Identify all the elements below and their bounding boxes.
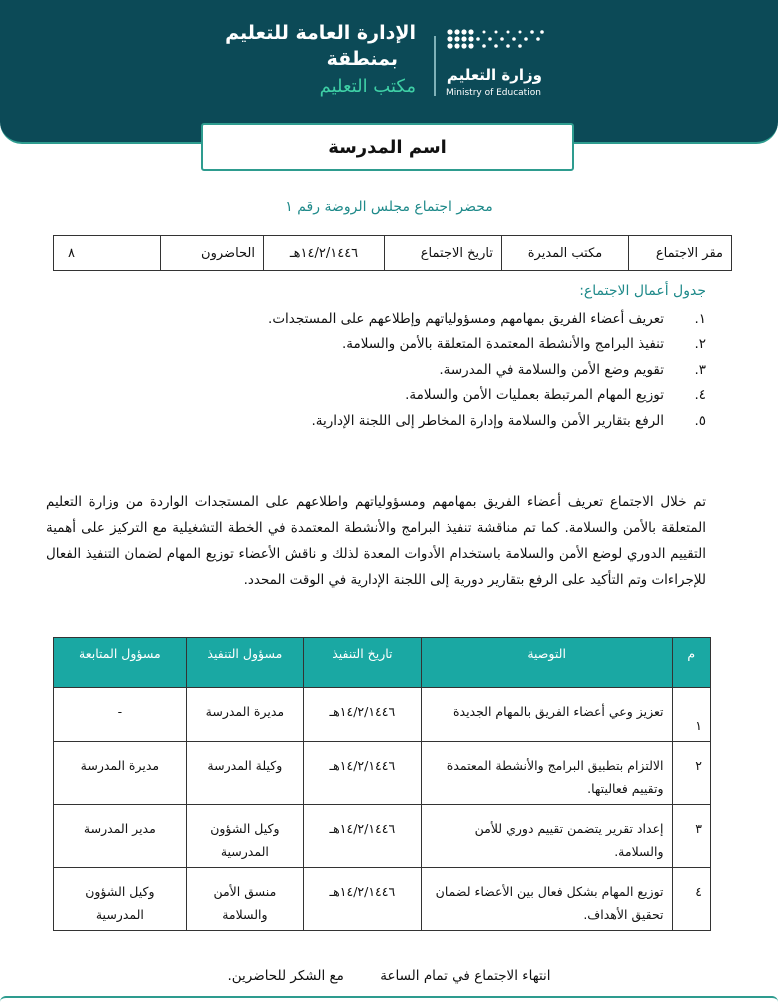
recommendations-header-row: [54, 638, 711, 688]
row-number: ١: [672, 688, 710, 742]
col-header-executor: مسؤول التنفيذ: [186, 638, 303, 688]
attendees-label: الحاضرون: [161, 236, 264, 271]
row-recommendation: توزيع المهام بشكل فعال بين الأعضاء لضمان تحقيق الأهداف.: [421, 868, 672, 931]
footer-border: [0, 996, 778, 1002]
table-row: [54, 805, 711, 868]
row-recommendation: تعزيز وعي أعضاء الفريق بالمهام الجديدة: [421, 688, 672, 742]
location-label: مقر الاجتماع: [629, 236, 732, 271]
row-follow-up: مديرة المدرسة: [54, 742, 187, 805]
col-header-num: م: [672, 638, 710, 688]
agenda-item-number: ٥.: [694, 412, 706, 429]
closing-line: [0, 968, 778, 984]
location-value: مكتب المديرة: [502, 236, 629, 271]
row-follow-up: مدير المدرسة: [54, 805, 187, 868]
col-header-date: تاريخ التنفيذ: [303, 638, 421, 688]
table-row: [54, 688, 711, 742]
agenda-item-number: ٣.: [694, 361, 706, 378]
meeting-title: محضر اجتماع مجلس الروضة رقم ١: [285, 199, 493, 215]
agenda-heading: جدول أعمال الاجتماع:: [579, 283, 706, 299]
logo-dots-icon: [444, 26, 548, 60]
meeting-info-row: [54, 236, 732, 271]
agenda-item-number: ١.: [694, 310, 706, 327]
agenda-item-number: ٤.: [694, 387, 706, 404]
school-name-box: اسم المدرسة: [201, 123, 574, 171]
agenda-item-text: الرفع بتقارير الأمن والسلامة وإدارة المخاطر إلى اللجنة الإدارية.: [311, 412, 664, 429]
row-follow-up: وكيل الشؤون المدرسية: [54, 868, 187, 931]
logo-arabic-text: وزارة التعليم: [446, 66, 542, 84]
agenda-item-text: توزيع المهام المرتبطة بعمليات الأمن والسلامة.: [405, 387, 664, 404]
agenda-item: [86, 357, 706, 383]
agenda-item-text: تقويم وضع الأمن والسلامة في المدرسة.: [439, 361, 664, 378]
row-recommendation: إعداد تقرير يتضمن تقييم دوري للأمن والسلامة.: [421, 805, 672, 868]
row-recommendation: الالتزام بتطبيق البرامج والأنشطة المعتمدة وتقييم فعاليتها.: [421, 742, 672, 805]
row-executor: منسق الأمن والسلامة: [186, 868, 303, 931]
meeting-info-table: [53, 235, 732, 271]
table-row: [54, 742, 711, 805]
date-label: تاريخ الاجتماع: [385, 236, 502, 271]
row-executor: وكيلة المدرسة: [186, 742, 303, 805]
agenda-item: [86, 383, 706, 409]
meeting-end-text: انتهاء الاجتماع في تمام الساعة: [380, 968, 551, 984]
agenda-list: [86, 306, 706, 434]
col-header-follow-up: مسؤول المتابعة: [54, 638, 187, 688]
row-date: ١٤/٢/١٤٤٦هـ: [303, 805, 421, 868]
education-office-title: مكتب التعليم: [319, 76, 416, 97]
header-divider: [434, 36, 436, 96]
ministry-logo: [444, 26, 548, 102]
row-date: ١٤/٢/١٤٤٦هـ: [303, 688, 421, 742]
row-executor: وكيل الشؤون المدرسية: [186, 805, 303, 868]
row-date: ١٤/٢/١٤٤٦هـ: [303, 742, 421, 805]
agenda-item: [86, 306, 706, 332]
col-header-recommendation: التوصية: [421, 638, 672, 688]
agenda-item-text: تعريف أعضاء الفريق بمهامهم ومسؤولياتهم وإطلاعهم على المستجدات.: [268, 310, 664, 327]
meeting-summary-paragraph: تم خلال الاجتماع تعريف أعضاء الفريق بمهامهم ومسؤولياتهم واطلاعهم على المستجدات الواردة من وزارة التعليم المتعلقة بالأمن والسلامة. كما تم مناقشة تنفيذ البرامج والأنشطة المعتمدة في الخطة التشغيلية مع التركيز على أهمية التقييم الدوري لوضع الأمن والسلامة باستخدام الأدوات المعدة لذلك و ناقش الأعضاء توزيع المهام لضمان التنفيذ الفعال للإجراءات وتم التأكيد على الرفع بتقارير دورية إلى اللجنة الإدارية في الوقت المحدد.: [46, 493, 706, 588]
date-value: ١٤/٢/١٤٤٦هـ: [264, 236, 385, 271]
row-executor: مديرة المدرسة: [186, 688, 303, 742]
region-title: بمنطقة: [326, 48, 398, 70]
attendees-value: ٨: [54, 236, 161, 271]
general-directorate-title: الإدارة العامة للتعليم: [225, 22, 416, 44]
table-row: [54, 868, 711, 931]
row-number: ٣: [672, 805, 710, 868]
agenda-item-number: ٢.: [694, 336, 706, 353]
thanks-text: مع الشكر للحاضرين.: [227, 968, 344, 984]
recommendations-table: [53, 637, 711, 931]
logo-english-text: Ministry of Education: [446, 88, 541, 98]
agenda-item-text: تنفيذ البرامج والأنشطة المعتمدة المتعلقة بالأمن والسلامة.: [341, 336, 664, 353]
agenda-item: [86, 332, 706, 358]
row-number: ٤: [672, 868, 710, 931]
row-follow-up: -: [54, 688, 187, 742]
row-date: ١٤/٢/١٤٤٦هـ: [303, 868, 421, 931]
agenda-item: [86, 408, 706, 434]
row-number: ٢: [672, 742, 710, 805]
